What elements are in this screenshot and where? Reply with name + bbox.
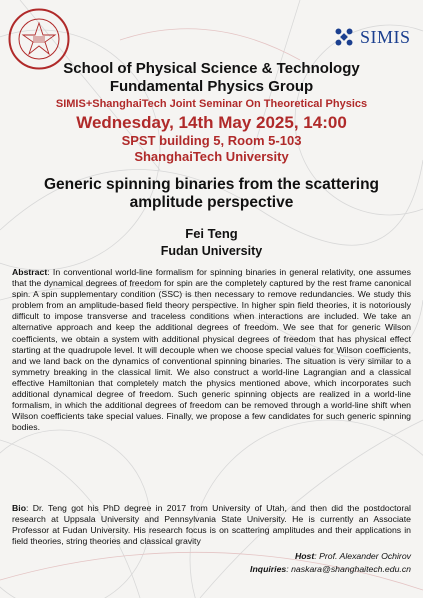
event-date: Wednesday, 14th May 2025, 14:00	[76, 113, 347, 132]
seminar-series: SIMIS+ShanghaiTech Joint Seminar On Theoretical Physics	[55, 98, 368, 110]
abstract-text: : In conventional world-line formalism for spinning binaries in general relativity, one assumes that the dynamical degrees of freedom for spin are the completely captured by the rest frame canonical spin. A spin supplementary condition (SSC) is then necessary to remove redundancies. We study this problem from an amplitude-based field theory perspective. In higher spin field theories, it is notoriously difficult to impose transverse and traceless conditions when interactions are included. We take an alternative approach and keep the additional degrees of freedom. We see that for generic Wilson coefficients, we obtain a system with additional physical degrees of freedom that has physical effect starting at the quadrupole level. It will decouple when we choose special values for Wilson coefficients, and we land back on the dynamics of conventional spinning binaries. The situation is very similar to a symmetry breaking in the classical limit. We also construct a world-line Lagrangian and a classical effective Hamiltonian that completely match the physics mentioned above, which incorporates such additional dynamical degree of freedom. Such generic spinning objects are realized in a world-line formalism, in which the additional degrees of freedom can be removed through a world-line shift when Wilson coefficients take special values. Finally, we propose a few candidates for such generic spinning bodies.	[12, 267, 411, 433]
group-name: Fundamental Physics Group	[109, 78, 314, 95]
abstract-paragraph	[12, 267, 411, 433]
inquiries-line	[250, 564, 411, 574]
bio-paragraph	[12, 503, 411, 547]
school-name: School of Physical Science & Technology	[63, 60, 360, 77]
simis-logo-icon	[332, 25, 356, 49]
speaker-affiliation: Fudan University	[160, 244, 263, 258]
simis-logo	[332, 22, 418, 52]
inquiries-email[interactable]: : naskara@shanghaitech.edu.cn	[286, 564, 411, 574]
talk-title: Generic spinning binaries from the scattering amplitude perspective	[43, 176, 380, 211]
inquiries-label: Inquiries	[250, 564, 287, 574]
bio-label: Bio	[12, 503, 26, 513]
simis-label: SIMIS	[360, 26, 411, 47]
speaker-name: Fei Teng	[185, 226, 238, 241]
bio-text: : Dr. Teng got his PhD degree in 2017 from University of Utah, and then did the postdoctoral research at Uppsala University and Pennsylvania State University. He is currently an Associate Professor at Fudan University. His research focus is on scattering amplitudes and their applications in field theories, string theories and classical gravity	[12, 503, 411, 547]
host-label: Host	[294, 551, 315, 561]
host-university: ShanghaiTech University	[134, 149, 289, 164]
abstract-label: Abstract	[12, 267, 48, 277]
host-line	[295, 551, 411, 561]
event-location: SPST building 5, Room 5-103	[121, 133, 302, 148]
host-value: : Prof. Alexander Ochirov	[314, 551, 411, 561]
